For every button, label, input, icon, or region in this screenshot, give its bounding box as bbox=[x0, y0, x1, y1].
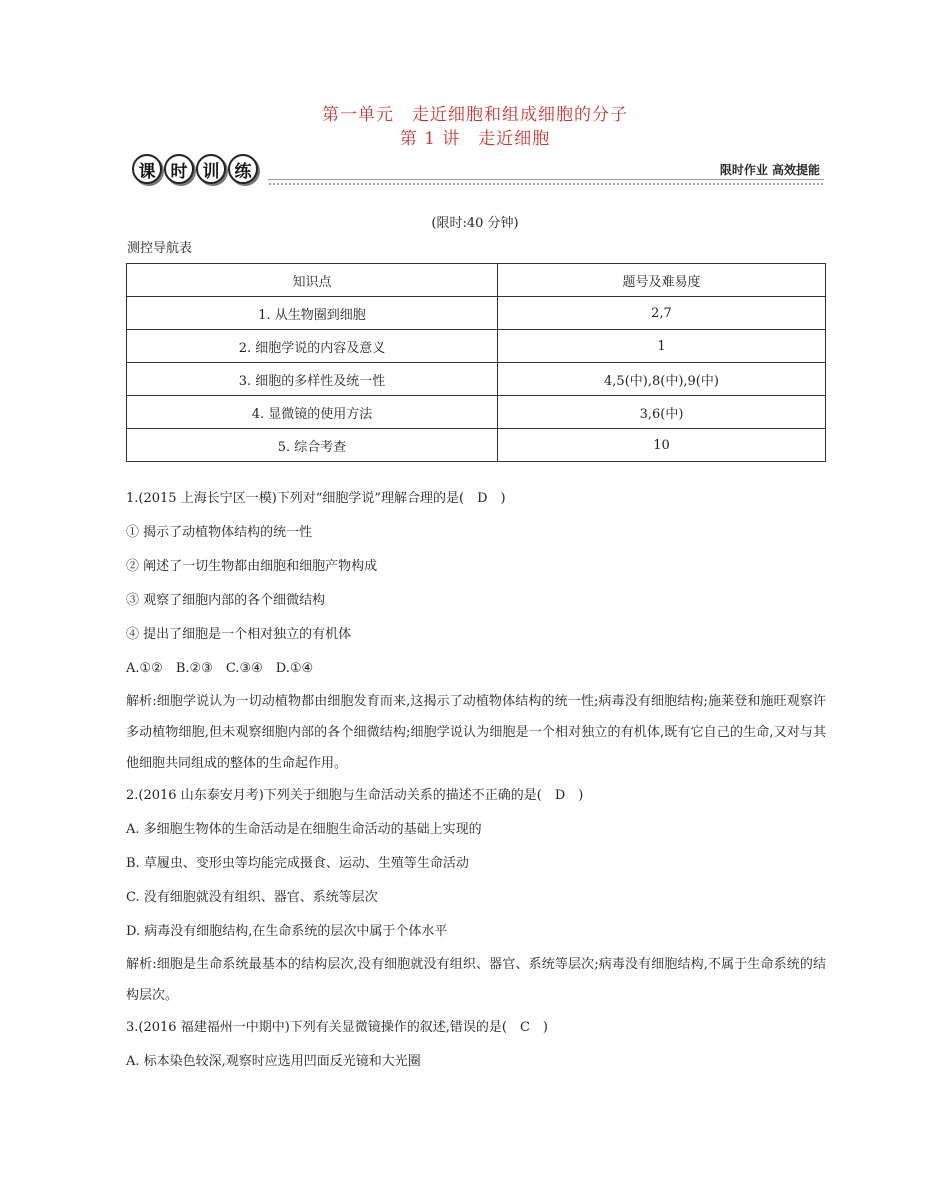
nav-table bbox=[126, 263, 826, 462]
banner-char: 课 bbox=[132, 154, 162, 184]
table-cell: 4,5(中),8(中),9(中) bbox=[498, 363, 826, 396]
table-cell: 4. 显微镜的使用方法 bbox=[127, 396, 498, 429]
banner-char: 时 bbox=[164, 154, 194, 184]
lesson-title: 第 1 讲 走近细胞 bbox=[399, 129, 551, 149]
banner-dotted-divider bbox=[268, 182, 824, 186]
question-item: A. 标本染色较深,观察时应选用凹面反光镜和大光圈 bbox=[126, 1054, 421, 1069]
nav-table-label: 测控导航表 bbox=[127, 241, 193, 256]
question-stem: 3.(2016 福建福州一中期中)下列有关显微镜操作的叙述,错误的是( C ) bbox=[126, 1020, 548, 1035]
column-header: 题号及难易度 bbox=[498, 264, 826, 297]
table-cell: 2. 细胞学说的内容及意义 bbox=[127, 330, 498, 363]
questions bbox=[126, 482, 826, 1079]
question-stem: 2.(2016 山东泰安月考)下列关于细胞与生命活动关系的描述不正确的是( D ) bbox=[126, 788, 584, 803]
banner-slogan: 限时作业 高效提能 bbox=[719, 163, 820, 177]
section-banner bbox=[128, 152, 824, 188]
table-header-row bbox=[127, 264, 826, 297]
table-cell: 10 bbox=[498, 429, 826, 462]
table-cell: 1. 从生物圈到细胞 bbox=[127, 297, 498, 330]
question-item: ② 阐述了一切生物都由细胞和细胞产物构成 bbox=[126, 559, 378, 574]
question-item: ③ 观察了细胞内部的各个细微结构 bbox=[126, 593, 326, 608]
question-item: ④ 提出了细胞是一个相对独立的有机体 bbox=[126, 627, 352, 642]
question-item: ① 揭示了动植物体结构的统一性 bbox=[126, 525, 313, 540]
time-limit: (限时:40 分钟) bbox=[431, 216, 519, 231]
banner-divider bbox=[268, 179, 824, 180]
table-row bbox=[127, 297, 826, 330]
column-header: 知识点 bbox=[127, 264, 498, 297]
table-row bbox=[127, 330, 826, 363]
question-analysis: 解析:细胞是生命系统最基本的结构层次,没有细胞就没有组织、器官、系统等层次;病毒没有细胞结构,不属于生命系统的结构层次。 bbox=[126, 957, 826, 1003]
question-analysis: 解析:细胞学说认为一切动植物都由细胞发育而来,这揭示了动植物体结构的统一性;病毒没有细胞结构;施莱登和施旺观察许多动植物细胞,但未观察细胞内部的各个细微结构;细胞学说认为细胞是一个相对独立的有机体,既有它自己的生命,又对与其他细胞共同组成的整体的生命起作用。 bbox=[126, 694, 826, 771]
unit-title: 第一单元 走近细胞和组成细胞的分子 bbox=[322, 105, 628, 125]
banner-badges bbox=[132, 154, 258, 184]
question-item: D. 病毒没有细胞结构,在生命系统的层次中属于个体水平 bbox=[126, 924, 448, 939]
table-cell: 5. 综合考查 bbox=[127, 429, 498, 462]
table-cell: 2,7 bbox=[498, 297, 826, 330]
table-row bbox=[127, 363, 826, 396]
question-stem: 1.(2015 上海长宁区一模)下列对“细胞学说”理解合理的是( D ) bbox=[126, 491, 506, 506]
banner-char: 练 bbox=[228, 154, 258, 184]
table-cell: 1 bbox=[498, 330, 826, 363]
question-item: B. 草履虫、变形虫等均能完成摄食、运动、生殖等生命活动 bbox=[126, 856, 469, 871]
table-cell: 3,6(中) bbox=[498, 396, 826, 429]
table-row bbox=[127, 429, 826, 462]
table-cell: 3. 细胞的多样性及统一性 bbox=[127, 363, 498, 396]
banner-char: 训 bbox=[196, 154, 226, 184]
question-options: A.①② B.②③ C.③④ D.①④ bbox=[126, 661, 314, 676]
question-item: A. 多细胞生物体的生命活动是在细胞生命活动的基础上实现的 bbox=[126, 822, 482, 837]
question-item: C. 没有细胞就没有组织、器官、系统等层次 bbox=[126, 890, 378, 905]
table-row bbox=[127, 396, 826, 429]
